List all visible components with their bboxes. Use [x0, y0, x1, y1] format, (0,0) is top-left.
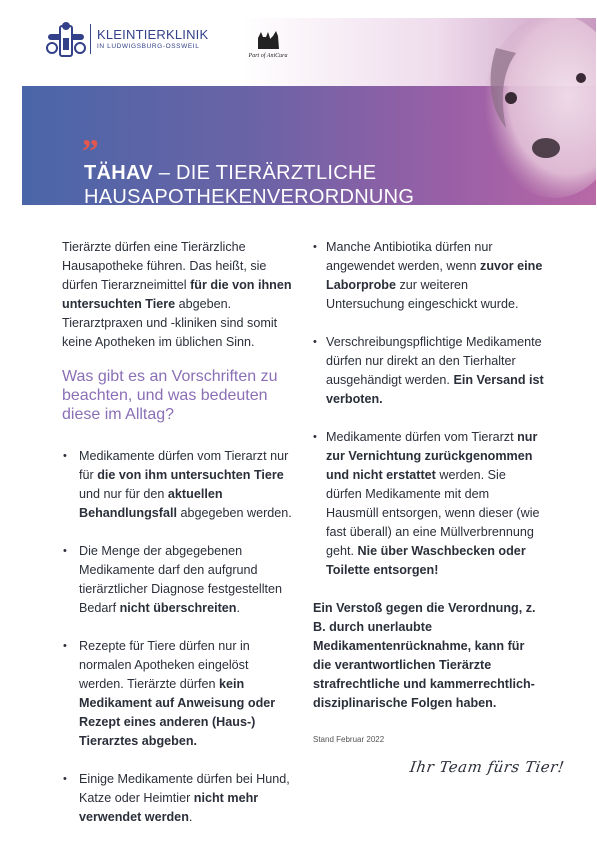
dog-photo: [476, 18, 596, 205]
bullet-text: Rezepte für Tiere dürfen nur in normalen Apotheken eingelöst werden. Tierärzte dürfen: [79, 639, 250, 691]
anicura-text: Part of AniCura: [248, 53, 288, 59]
title-rest: – DIE TIERÄRZTLICHE: [152, 162, 377, 184]
intro-text-2: abgeben. Tierarztpraxen und -kliniken sind somit keine Apotheken im üblichen Sinn.: [62, 297, 278, 349]
closing-paragraph: Ein Verstoß gegen die Verordnung, z. B. durch unerlaubte Medikamentenrücknahme, kann für die verantwortlichen Tierärzte strafrechtliche und kammerrechtlich-disziplinarische Folgen haben.: [313, 601, 536, 710]
list-item: [62, 637, 292, 751]
bullet-bold: nur zur Vernichtung zurückgenommen und nicht erstattet: [326, 430, 538, 482]
anicura-logo: [248, 28, 288, 59]
bullet-text: Medikamente dürfen vom Tierarzt: [326, 430, 518, 444]
title-bold: TÄHAV: [84, 162, 153, 184]
left-column: [62, 238, 292, 846]
bullet-text: Die Menge der abgegebenen Medikamente darf den aufgrund tierärztlicher Diagnose festgestellten Bedarf: [79, 544, 283, 615]
bullet-text: und nur für den: [79, 487, 168, 501]
bullet-bold: Ein Versand ist verboten.: [326, 373, 544, 406]
list-item: [313, 238, 545, 314]
list-item: [313, 428, 545, 580]
bullet-text: abgegeben werden.: [176, 506, 292, 520]
subheading: Was gibt es an Vorschriften zu beachten, und was bedeuten diese im Alltag?: [62, 368, 278, 423]
clinic-name-block: [97, 28, 208, 51]
quote-mark: „: [82, 116, 99, 153]
list-item: [62, 770, 292, 827]
logo-divider: [90, 24, 91, 54]
clinic-name: KLEINTIERKLINIK: [97, 26, 209, 42]
bullet-text: .: [188, 810, 193, 824]
bullet-text: Manche Antibiotika dürfen nur angewendet werden, wenn: [326, 240, 493, 273]
bullet-bold: nicht mehr verwendet werden: [79, 791, 259, 824]
right-bullet-list: [313, 238, 545, 580]
right-column: [313, 238, 545, 749]
bullet-bold: Nie über Waschbecken oder Toilette entsorgen!: [326, 544, 526, 577]
list-item: [62, 542, 292, 618]
bullet-bold: kein Medikament auf Anweisung oder Rezept eines anderen (Haus-) Tierarztes abgeben.: [79, 677, 276, 748]
clinic-logo: [46, 20, 208, 58]
list-item: [313, 333, 545, 409]
bullet-text: zur weiteren Untersuchung eingeschickt wurde.: [326, 278, 519, 311]
signature-text: Ihr Team fürs Tier!: [408, 758, 566, 776]
list-item: [62, 447, 292, 523]
intro-text-1: Tierärzte dürfen eine Tierärzliche Hausapotheke führen. Das heißt, sie dürfen Tierarzneimittel: [62, 240, 267, 292]
bullet-text: werden. Sie dürfen Medikamente mit dem Hausmüll entsorgen, wenn dieser (wie fast überall) an eine Müllverbrennung geht.: [326, 468, 540, 558]
intro-bold: für die von ihnen untersuchten Tiere: [62, 278, 292, 311]
bullet-text: .: [236, 601, 240, 615]
bullet-text: Einige Medikamente dürfen bei Hund, Katze oder Heimtier: [79, 772, 290, 805]
intro-paragraph: [62, 238, 292, 352]
title-line-2: HAUSAPOTHEKENVERORDNUNG: [84, 186, 415, 205]
bullet-text: Medikamente dürfen vom Tierarzt nur für: [79, 449, 289, 482]
bullet-bold: aktuellen Behandlungsfall: [79, 487, 223, 520]
clinic-logo-icon: [46, 20, 86, 58]
clinic-location: IN LUDWIGSBURG-OSSWEIL: [97, 42, 200, 50]
bullet-bold: nicht überschreiten: [119, 601, 237, 615]
left-bullet-list: [62, 447, 292, 827]
bullet-text: Verschreibungspflichtige Medikamente dürfen nur direkt an den Tierhalter ausgehändigt werden.: [326, 335, 542, 387]
date-stamp: Stand Februar 2022: [313, 735, 385, 744]
anicura-animals-icon: [255, 28, 281, 50]
bullet-bold: die von ihm untersuchten Tiere: [97, 468, 284, 482]
page-title: [84, 161, 414, 205]
bullet-bold: zuvor eine Laborprobe: [326, 259, 543, 292]
